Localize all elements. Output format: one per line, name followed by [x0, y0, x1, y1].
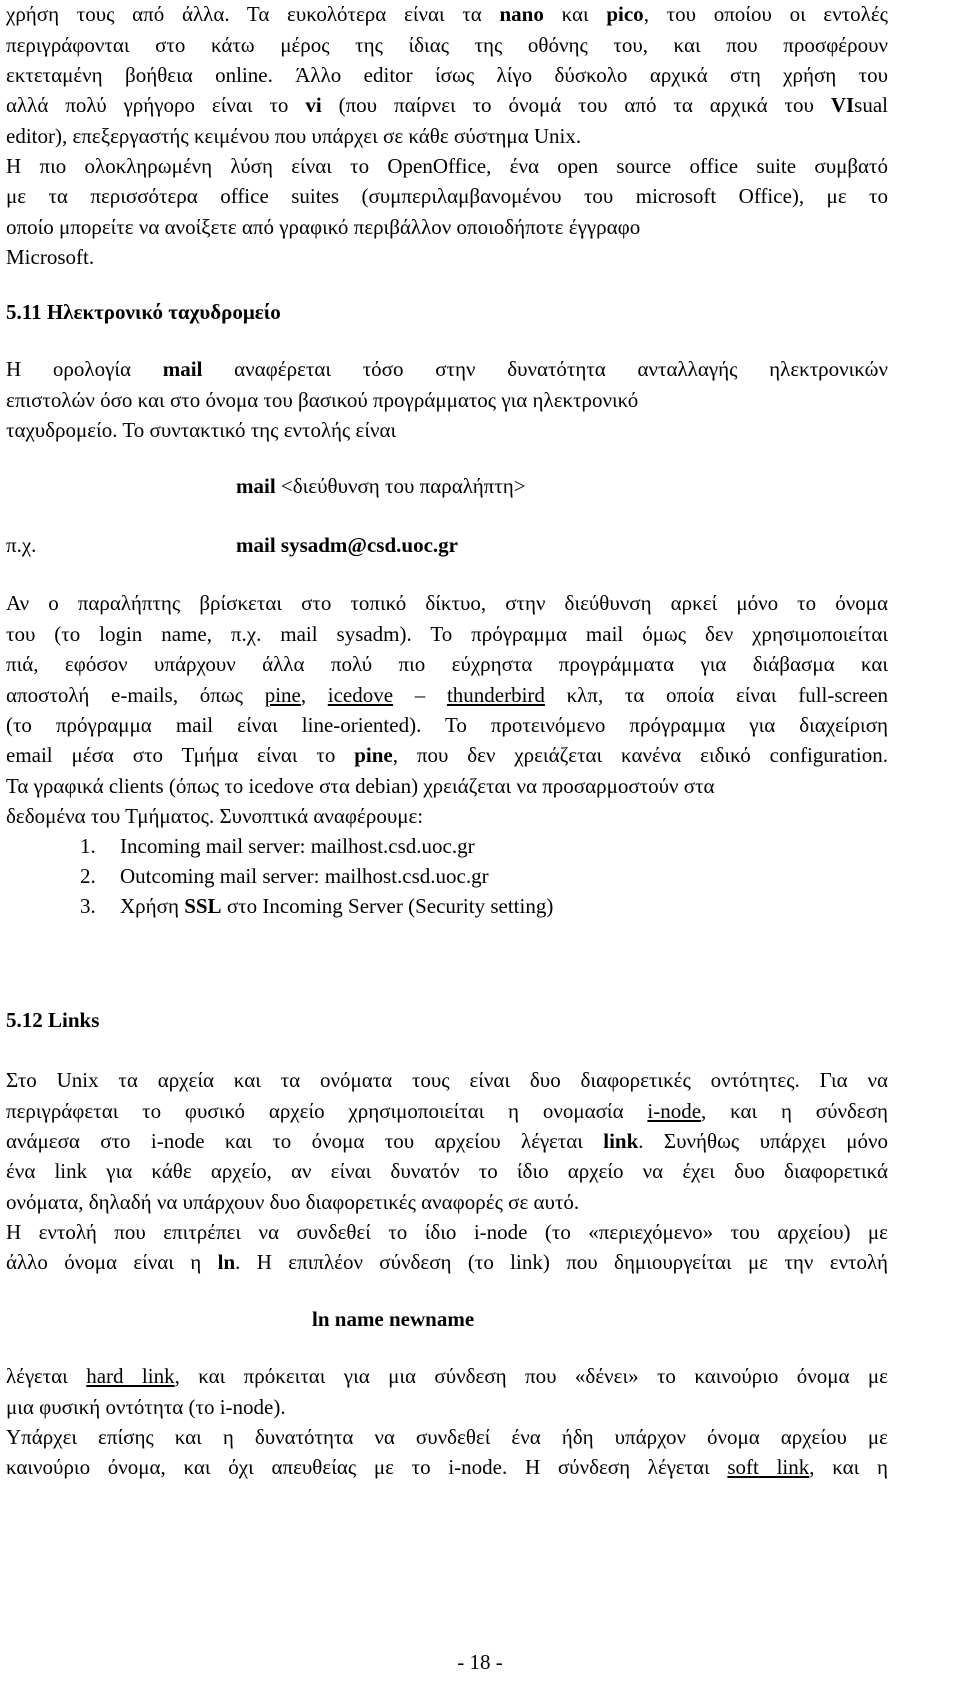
text-line: Τα γραφικά clients (όπως το icedove στα debian) χρειάζεται να προσαρμοστούν στα: [6, 774, 715, 798]
text-line: ταχυδρομείο. Το συντακτικό της εντολής είναι: [6, 418, 397, 442]
text-line: λέγεται hard link, και πρόκειται για μια σύνδεση που «δένει» το καινούριο όνομα με: [6, 1364, 888, 1388]
list-number: 2.: [80, 864, 96, 888]
list-item: Outcoming mail server: mailhost.csd.uoc.gr: [120, 864, 489, 888]
text-line: πιά, εφόσον υπάρχουν άλλα πολύ πιο εύχρηστα προγράμματα για διάβασμα και: [6, 652, 888, 676]
command-syntax: mail <διεύθυνση του παραλήπτη>: [236, 474, 526, 498]
list-item: Χρήση SSL στο Incoming Server (Security setting): [120, 894, 554, 918]
example-command: mail sysadm@csd.uoc.gr: [236, 533, 458, 557]
text-line: email μέσα στο Τμήμα είναι το pine, που δεν χρειάζεται κανένα ειδικό configuration.: [6, 743, 889, 767]
list-number: 3.: [80, 894, 96, 918]
list-item: Incoming mail server: mailhost.csd.uoc.gr: [120, 834, 475, 858]
ln-command: ln name newname: [312, 1307, 475, 1331]
text-line: άλλο όνομα είναι η ln. Η επιπλέον σύνδεση (το link) που δημιουργείται με την εντολή: [6, 1250, 888, 1274]
text-line: του (το login name, π.χ. mail sysadm). Το πρόγραμμα mail όμως δεν χρησιμοποιείται: [6, 622, 888, 646]
text-line: Στο Unix τα αρχεία και τα ονόματα τους είναι δυο διαφορετικές οντότητες. Για να: [6, 1068, 888, 1092]
section-heading-5-11: 5.11 Ηλεκτρονικό ταχυδρομείο: [6, 300, 281, 324]
text-line: αλλά πολύ γρήγορο είναι το vi (που παίρνει το όνομά του από τα αρχικά του VIsual: [6, 93, 888, 117]
text-line: Microsoft.: [6, 245, 95, 269]
text-line: περιγράφεται το φυσικό αρχείο χρησιμοποιείται η ονομασία i-node, και η σύνδεση: [6, 1099, 888, 1123]
text-line: δεδομένα του Τμήματος. Συνοπτικά αναφέρουμε:: [6, 804, 424, 828]
text-line: χρήση τους από άλλα. Τα ευκολότερα είναι τα nano και pico, του οποίου οι εντολές: [6, 2, 888, 26]
text-line: μια φυσική οντότητα (το i-node).: [6, 1395, 286, 1419]
text-line: αποστολή e-mails, όπως pine, icedove – thunderbird κλπ, τα οποία είναι full-screen: [6, 683, 889, 707]
text-line: Η πιο ολοκληρωμένη λύση είναι το OpenOffice, ένα open source office suite συμβατό: [6, 154, 888, 178]
text-line: με τα περισσότερα office suites (συμπεριλαμβανομένου του microsoft Office), με το: [6, 184, 888, 208]
section-heading-5-12: 5.12 Links: [6, 1008, 100, 1032]
text-line: ονόματα, δηλαδή να υπάρχουν δυο διαφορετικές αναφορές σε αυτό.: [6, 1190, 580, 1214]
text-line: περιγράφονται στο κάτω μέρος της ίδιας της οθόνης του, και που προσφέρουν: [6, 33, 888, 57]
text-line: Η ορολογία mail αναφέρεται τόσο στην δυνατότητα ανταλλαγής ηλεκτρονικών: [6, 357, 889, 381]
text-line: Η εντολή που επιτρέπει να συνδεθεί το ίδιο i-node (το «περιεχόμενο» του αρχείου) με: [6, 1220, 888, 1244]
text-line: Υπάρχει επίσης και η δυνατότητα να συνδεθεί ένα ήδη υπάρχον όνομα αρχείου με: [6, 1425, 888, 1449]
text-line: editor), επεξεργαστής κειμένου που υπάρχει σε κάθε σύστημα Unix.: [6, 124, 582, 148]
list-number: 1.: [80, 834, 96, 858]
text-line: οποίο μπορείτε να ανοίξετε από γραφικό περιβάλλον οποιοδήποτε έγγραφο: [6, 215, 641, 239]
page-number: - 18 -: [457, 1650, 503, 1674]
text-line: ανάμεσα στο i-node και το όνομα του αρχείου λέγεται link. Συνήθως υπάρχει μόνο: [6, 1129, 888, 1153]
text-line: ένα link για κάθε αρχείο, αν είναι δυνατόν το ίδιο αρχείο να έχει δυο διαφορετικά: [6, 1159, 888, 1183]
text-line: εκτεταμένη βοήθεια online. Άλλο editor ίσως λίγο δύσκολο αρχικά στη χρήση του: [6, 63, 888, 87]
text-line: καινούριο όνομα, και όχι απευθείας με το i-node. Η σύνδεση λέγεται soft link, και η: [6, 1455, 889, 1479]
text-line: Αν ο παραλήπτης βρίσκεται στο τοπικό δίκτυο, στην διεύθυνση αρκεί μόνο το όνομα: [6, 591, 888, 615]
text-line: επιστολών όσο και στο όνομα του βασικού προγράμματος για ηλεκτρονικό: [6, 388, 639, 412]
example-label: π.χ.: [6, 533, 37, 557]
text-line: (το πρόγραμμα mail είναι line-oriented). Το προτεινόμενο πρόγραμμα για διαχείριση: [6, 713, 888, 737]
